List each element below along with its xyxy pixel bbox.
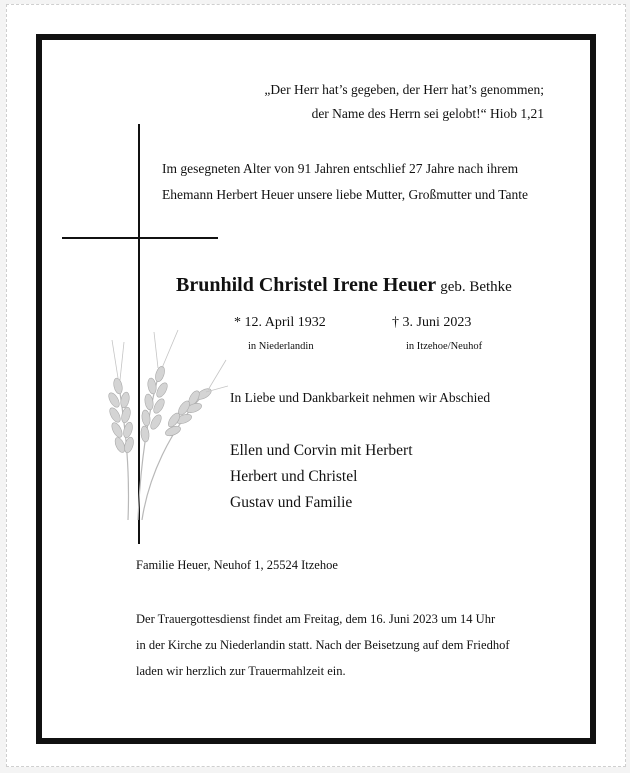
deceased-name-line [176,274,512,297]
bible-quote [264,78,544,126]
mourner-line: Herbert und Christel [230,468,358,485]
family-address: Familie Heuer, Neuhof 1, 25524 Itzehoe [136,558,338,572]
service-line-2: in der Kirche zu Niederlandin statt. Nach der Beisetzung auf dem Friedhof [136,638,510,652]
mourner-line: Gustav und Familie [230,494,353,511]
birth-date: * 12. April 1932 [234,315,326,330]
quote-line-1: „Der Herr hat’s gegeben, der Herr hat’s genommen; [264,82,544,97]
farewell-text: In Liebe und Dankbarkeit nehmen wir Abschied [230,390,491,405]
intro-line-2: Ehemann Herbert Heuer unsere liebe Mutter, Großmutter und Tante [162,187,529,202]
obituary-frame [36,34,596,744]
mourner-line: Ellen und Corvin mit Herbert [230,442,413,459]
birth-place: in Niederlandin [248,341,314,352]
service-line-1: Der Trauergottesdienst findet am Freitag, dem 16. Juni 2023 um 14 Uhr [136,612,496,626]
death-place: in Itzehoe/Neuhof [406,341,483,352]
quote-line-2: der Name des Herrn sei gelobt!“ Hiob 1,21 [311,106,544,121]
wheat-icon [98,320,228,520]
birth-name: geb. Bethke [440,279,512,295]
mourners-list [230,438,413,516]
service-line-3: laden wir herzlich zur Trauermahlzeit ein. [136,664,346,678]
death-date: † 3. Juni 2023 [392,315,472,330]
intro-text [162,156,528,208]
birth-info [234,314,326,354]
deceased-name: Brunhild Christel Irene Heuer [176,274,437,296]
intro-line-1: Im gesegneten Alter von 91 Jahren entschlief 27 Jahre nach ihrem [162,161,519,176]
death-info [392,314,482,354]
funeral-service-info [136,606,509,684]
cross-icon-bar [62,237,218,239]
